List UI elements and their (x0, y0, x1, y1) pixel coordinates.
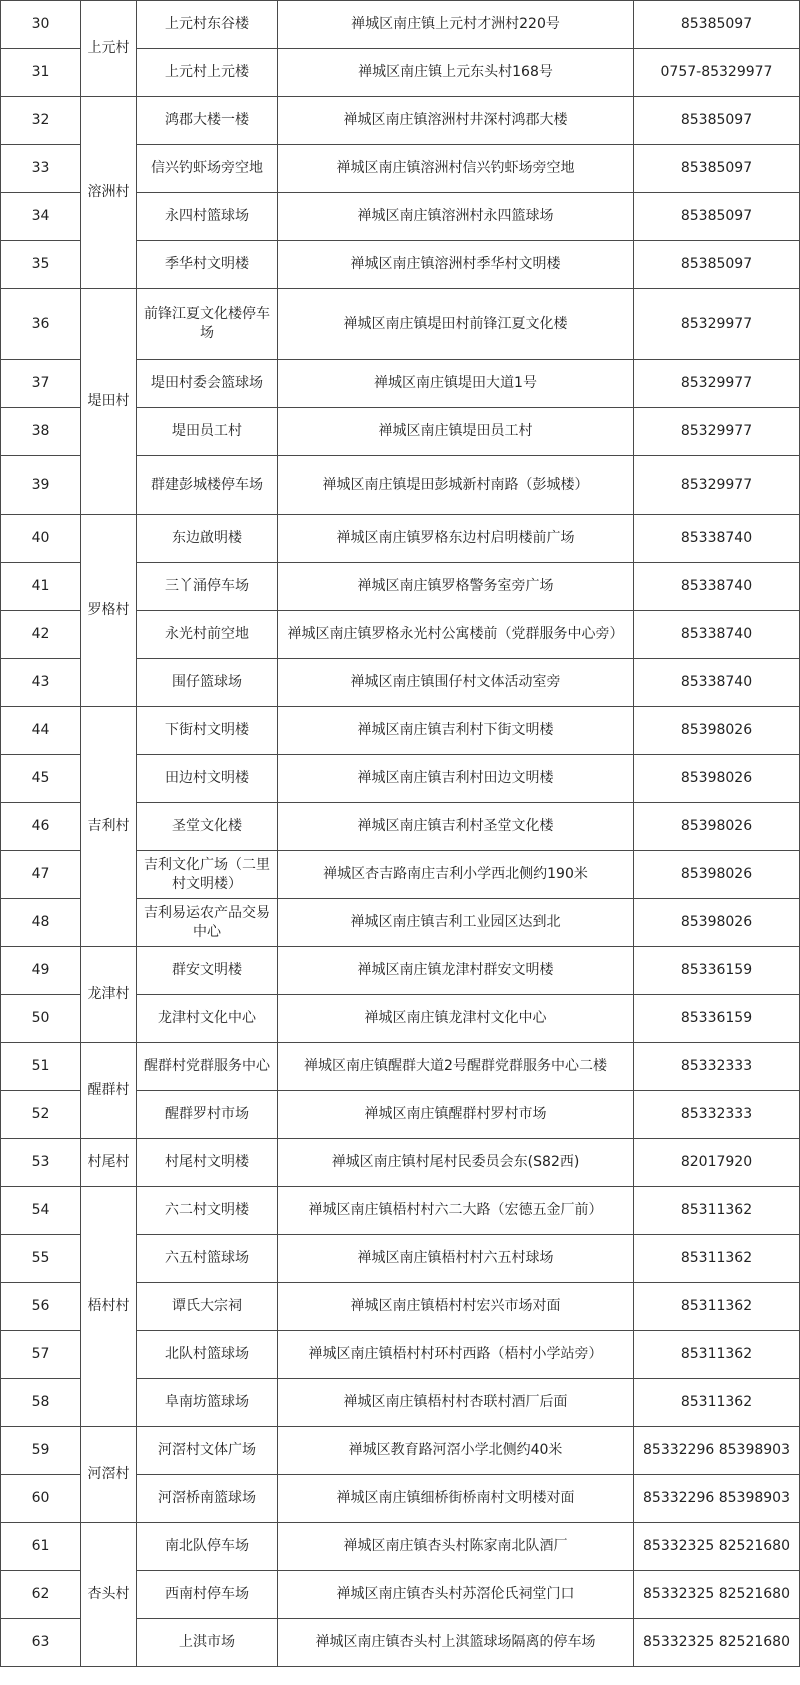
row-number: 44 (1, 707, 81, 755)
site-phone: 85311362 (634, 1331, 800, 1379)
village-cell: 罗格村 (81, 515, 137, 707)
site-name: 前锋江夏文化楼停车场 (137, 289, 278, 360)
site-name: 下街村文明楼 (137, 707, 278, 755)
site-address: 禅城区南庄镇罗格警务室旁广场 (278, 563, 634, 611)
site-phone: 0757-85329977 (634, 49, 800, 97)
table-row (1, 97, 800, 145)
table-row (1, 707, 800, 755)
row-number: 59 (1, 1427, 81, 1475)
site-name: 堤田村委会篮球场 (137, 360, 278, 408)
site-phone: 85311362 (634, 1379, 800, 1427)
site-phone: 85398026 (634, 851, 800, 899)
row-number: 56 (1, 1283, 81, 1331)
site-phone: 85329977 (634, 289, 800, 360)
site-address: 禅城区南庄镇溶洲村永四篮球场 (278, 193, 634, 241)
site-address: 禅城区南庄镇吉利村田边文明楼 (278, 755, 634, 803)
site-address: 禅城区南庄镇吉利村下街文明楼 (278, 707, 634, 755)
site-address: 禅城区南庄镇梧村村六五村球场 (278, 1235, 634, 1283)
row-number: 37 (1, 360, 81, 408)
site-address: 禅城区南庄镇杏头村陈家南北队酒厂 (278, 1523, 634, 1571)
site-address: 禅城区南庄镇围仔村文体活动室旁 (278, 659, 634, 707)
site-address: 禅城区南庄镇堤田大道1号 (278, 360, 634, 408)
row-number: 54 (1, 1187, 81, 1235)
site-phone: 85336159 (634, 947, 800, 995)
site-name: 六五村篮球场 (137, 1235, 278, 1283)
site-phone: 85385097 (634, 241, 800, 289)
row-number: 60 (1, 1475, 81, 1523)
site-phone: 85332296 85398903 (634, 1427, 800, 1475)
site-name: 西南村停车场 (137, 1571, 278, 1619)
site-name: 上淇市场 (137, 1619, 278, 1667)
row-number: 39 (1, 456, 81, 515)
row-number: 43 (1, 659, 81, 707)
table-row (1, 515, 800, 563)
row-number: 36 (1, 289, 81, 360)
site-address: 禅城区南庄镇溶洲村信兴钓虾场旁空地 (278, 145, 634, 193)
site-address: 禅城区教育路河滘小学北侧约40米 (278, 1427, 634, 1475)
row-number: 31 (1, 49, 81, 97)
row-number: 30 (1, 1, 81, 49)
table-row (1, 1427, 800, 1475)
site-name: 河滘桥南篮球场 (137, 1475, 278, 1523)
site-address: 禅城区南庄镇村尾村民委员会东(S82西) (278, 1139, 634, 1187)
row-number: 51 (1, 1043, 81, 1091)
row-number: 52 (1, 1091, 81, 1139)
site-name: 吉利文化广场（二里村文明楼） (137, 851, 278, 899)
site-address: 禅城区南庄镇龙津村群安文明楼 (278, 947, 634, 995)
row-number: 32 (1, 97, 81, 145)
site-phone: 85332333 (634, 1043, 800, 1091)
site-phone: 82017920 (634, 1139, 800, 1187)
site-phone: 85329977 (634, 360, 800, 408)
site-name: 六二村文明楼 (137, 1187, 278, 1235)
site-name: 上元村东谷楼 (137, 1, 278, 49)
row-number: 58 (1, 1379, 81, 1427)
site-phone: 85332296 85398903 (634, 1475, 800, 1523)
site-address: 禅城区杏吉路南庄吉利小学西北侧约190米 (278, 851, 634, 899)
site-address: 禅城区南庄镇上元东头村168号 (278, 49, 634, 97)
village-cell: 上元村 (81, 1, 137, 97)
site-name: 群建彭城楼停车场 (137, 456, 278, 515)
row-number: 61 (1, 1523, 81, 1571)
village-cell: 杏头村 (81, 1523, 137, 1667)
site-name: 堤田员工村 (137, 408, 278, 456)
site-name: 鸿郡大楼一楼 (137, 97, 278, 145)
site-address: 禅城区南庄镇梧村村六二大路（宏德五金厂前） (278, 1187, 634, 1235)
village-cell: 溶洲村 (81, 97, 137, 289)
village-cell: 村尾村 (81, 1139, 137, 1187)
site-address: 禅城区南庄镇杏头村上淇篮球场隔离的停车场 (278, 1619, 634, 1667)
row-number: 34 (1, 193, 81, 241)
site-address: 禅城区南庄镇溶洲村井深村鸿郡大楼 (278, 97, 634, 145)
site-name: 群安文明楼 (137, 947, 278, 995)
site-phone: 85336159 (634, 995, 800, 1043)
site-name: 东边啟明楼 (137, 515, 278, 563)
site-address: 禅城区南庄镇梧村村环村西路（梧村小学站旁） (278, 1331, 634, 1379)
row-number: 53 (1, 1139, 81, 1187)
row-number: 33 (1, 145, 81, 193)
site-name: 三丫涌停车场 (137, 563, 278, 611)
site-name: 河滘村文体广场 (137, 1427, 278, 1475)
site-name: 永四村篮球场 (137, 193, 278, 241)
site-address: 禅城区南庄镇罗格永光村公寓楼前（党群服务中心旁） (278, 611, 634, 659)
site-address: 禅城区南庄镇龙津村文化中心 (278, 995, 634, 1043)
site-name: 醒群村党群服务中心 (137, 1043, 278, 1091)
site-address: 禅城区南庄镇细桥街桥南村文明楼对面 (278, 1475, 634, 1523)
site-phone: 85385097 (634, 1, 800, 49)
site-address: 禅城区南庄镇梧村村宏兴市场对面 (278, 1283, 634, 1331)
row-number: 42 (1, 611, 81, 659)
site-phone: 85329977 (634, 408, 800, 456)
site-name: 季华村文明楼 (137, 241, 278, 289)
row-number: 40 (1, 515, 81, 563)
row-number: 46 (1, 803, 81, 851)
site-name: 圣堂文化楼 (137, 803, 278, 851)
row-number: 38 (1, 408, 81, 456)
site-name: 南北队停车场 (137, 1523, 278, 1571)
site-phone: 85385097 (634, 97, 800, 145)
site-address: 禅城区南庄镇醒群村罗村市场 (278, 1091, 634, 1139)
site-address: 禅城区南庄镇吉利村圣堂文化楼 (278, 803, 634, 851)
row-number: 45 (1, 755, 81, 803)
site-phone: 85398026 (634, 755, 800, 803)
site-address: 禅城区南庄镇醒群大道2号醒群党群服务中心二楼 (278, 1043, 634, 1091)
site-phone: 85338740 (634, 659, 800, 707)
site-name: 信兴钓虾场旁空地 (137, 145, 278, 193)
row-number: 62 (1, 1571, 81, 1619)
site-address: 禅城区南庄镇梧村村杏联村酒厂后面 (278, 1379, 634, 1427)
table-row (1, 1, 800, 49)
village-cell: 吉利村 (81, 707, 137, 947)
table-row (1, 1139, 800, 1187)
site-name: 龙津村文化中心 (137, 995, 278, 1043)
site-name: 围仔篮球场 (137, 659, 278, 707)
site-address: 禅城区南庄镇溶洲村季华村文明楼 (278, 241, 634, 289)
village-cell: 龙津村 (81, 947, 137, 1043)
table-row (1, 289, 800, 360)
row-number: 55 (1, 1235, 81, 1283)
site-name: 阜南坊篮球场 (137, 1379, 278, 1427)
site-address: 禅城区南庄镇罗格东边村启明楼前广场 (278, 515, 634, 563)
site-address: 禅城区南庄镇堤田彭城新村南路（彭城楼） (278, 456, 634, 515)
site-phone: 85398026 (634, 803, 800, 851)
site-phone: 85385097 (634, 145, 800, 193)
site-phone: 85311362 (634, 1283, 800, 1331)
village-cell: 梧村村 (81, 1187, 137, 1427)
site-phone: 85385097 (634, 193, 800, 241)
site-phone: 85398026 (634, 899, 800, 947)
site-address: 禅城区南庄镇杏头村苏滘伦氏祠堂门口 (278, 1571, 634, 1619)
site-phone: 85332325 82521680 (634, 1523, 800, 1571)
site-phone: 85338740 (634, 611, 800, 659)
row-number: 41 (1, 563, 81, 611)
site-name: 村尾村文明楼 (137, 1139, 278, 1187)
village-cell: 堤田村 (81, 289, 137, 515)
site-phone: 85332325 82521680 (634, 1619, 800, 1667)
site-name: 吉利易运农产品交易中心 (137, 899, 278, 947)
site-address: 禅城区南庄镇吉利工业园区达到北 (278, 899, 634, 947)
table-row (1, 1523, 800, 1571)
site-name: 醒群罗村市场 (137, 1091, 278, 1139)
site-phone: 85311362 (634, 1235, 800, 1283)
site-name: 永光村前空地 (137, 611, 278, 659)
site-address: 禅城区南庄镇堤田村前锋江夏文化楼 (278, 289, 634, 360)
site-name: 北队村篮球场 (137, 1331, 278, 1379)
site-phone: 85338740 (634, 563, 800, 611)
table-row (1, 1187, 800, 1235)
table-row (1, 947, 800, 995)
site-address: 禅城区南庄镇堤田员工村 (278, 408, 634, 456)
site-phone: 85332333 (634, 1091, 800, 1139)
site-phone: 85329977 (634, 456, 800, 515)
row-number: 57 (1, 1331, 81, 1379)
site-address: 禅城区南庄镇上元村才洲村220号 (278, 1, 634, 49)
row-number: 47 (1, 851, 81, 899)
site-name: 田边村文明楼 (137, 755, 278, 803)
site-name: 谭氏大宗祠 (137, 1283, 278, 1331)
row-number: 48 (1, 899, 81, 947)
row-number: 50 (1, 995, 81, 1043)
site-phone: 85398026 (634, 707, 800, 755)
site-phone: 85332325 82521680 (634, 1571, 800, 1619)
village-cell: 醒群村 (81, 1043, 137, 1139)
row-number: 63 (1, 1619, 81, 1667)
site-phone: 85338740 (634, 515, 800, 563)
village-cell: 河滘村 (81, 1427, 137, 1523)
row-number: 49 (1, 947, 81, 995)
site-name: 上元村上元楼 (137, 49, 278, 97)
site-phone: 85311362 (634, 1187, 800, 1235)
table-row (1, 1043, 800, 1091)
row-number: 35 (1, 241, 81, 289)
